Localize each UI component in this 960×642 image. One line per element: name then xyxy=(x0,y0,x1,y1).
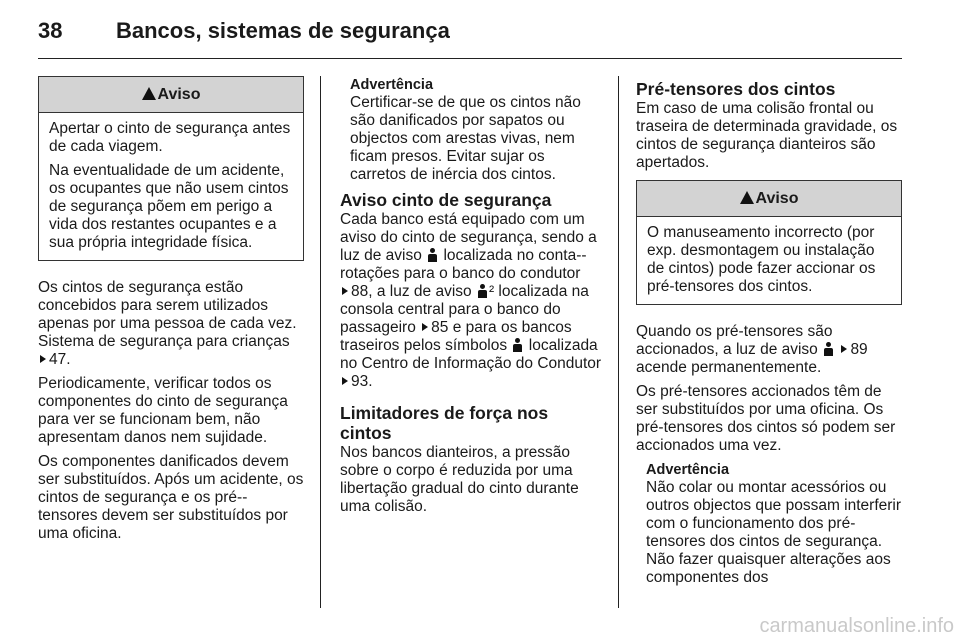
seatbelt-warning-icon xyxy=(477,284,488,298)
watermark: carmanualsonline.info xyxy=(759,615,954,637)
seatbelt-warning-icon xyxy=(512,338,523,352)
note-block xyxy=(340,76,604,184)
note-title: Advertência xyxy=(646,462,730,478)
column-3 xyxy=(636,76,902,593)
warning-triangle-icon xyxy=(142,87,156,100)
warning-text: O manuseamento incorrecto (por exp. desmontagem ou instalação de cintos) pode fazer accionar os pré-tensores dos cintos. xyxy=(647,224,876,295)
page-ref-arrow-icon xyxy=(342,287,348,295)
warning-box xyxy=(38,76,304,261)
body-paragraph: Cada banco está equipado com um aviso do cinto de segurança, sendo a luz de aviso localizada no conta--rotações para o banco do condutor 88, a luz de aviso ² localizada na consola central para o banco do passageiro 85 e para os bancos traseiros pelos símbolos localizada no Centro de Informação do Condutor 93. xyxy=(340,211,602,390)
note-block xyxy=(636,461,902,587)
warning-text: Apertar o cinto de segurança antes de cada viagem. xyxy=(49,120,291,155)
warning-title: Aviso xyxy=(755,190,799,207)
note-text: Certificar-se de que os cintos não são danificados por sapatos ou objectos com arestas vivas, nem ficam presos. Evitar sujar os carretos de inércia dos cintos. xyxy=(350,94,581,183)
warning-box xyxy=(636,180,902,305)
section-heading: Limitadores de força nos cintos xyxy=(340,403,549,443)
page-ref-arrow-icon xyxy=(40,355,46,363)
warning-title: Aviso xyxy=(157,86,201,103)
warning-header xyxy=(39,77,303,113)
column-1 xyxy=(38,76,304,549)
page-ref-arrow-icon xyxy=(841,345,847,353)
body-paragraph: Os componentes danificados devem ser substituídos. Após um acidente, os cintos de segurança e os pré--tensores devem ser substituídos por uma oficina. xyxy=(38,453,304,542)
header-rule xyxy=(38,58,902,59)
column-divider xyxy=(320,76,321,608)
note-title: Advertência xyxy=(350,77,434,93)
section-heading: Pré-tensores dos cintos xyxy=(636,79,836,99)
body-paragraph: Quando os pré-tensores são accionados, a luz de aviso 89 acende permanentemente. xyxy=(636,323,868,376)
body-paragraph: Em caso de uma colisão frontal ou traseira de determinada gravidade, os cintos de segurança dianteiros são apertados. xyxy=(636,100,898,171)
page-ref-arrow-icon xyxy=(422,323,428,331)
section-heading: Aviso cinto de segurança xyxy=(340,190,552,210)
body-paragraph: Periodicamente, verificar todos os componentes do cinto de segurança para ver se funcionam bem, não apresentam danos nem sujidade. xyxy=(38,375,288,446)
note-text: Não colar ou montar acessórios ou outros objectos que possam interferir com o funcionamento dos pré-tensores dos cintos de segurança. Não fazer quaisquer alterações aos componentes dos xyxy=(646,479,902,586)
page-header xyxy=(38,18,450,44)
body-paragraph: Os cintos de segurança estão concebidos para serem utilizados apenas por uma pessoa de cada vez. Sistema de segurança para crianças 47. xyxy=(38,279,297,368)
page-title: Bancos, sistemas de segurança xyxy=(116,18,450,43)
pretensioner-warning-icon xyxy=(823,342,834,356)
body-paragraph: Os pré-tensores accionados têm de ser substituídos por uma oficina. Os pré-tensores dos cintos só podem ser accionados uma vez. xyxy=(636,383,896,454)
page-ref-arrow-icon xyxy=(342,377,348,385)
seatbelt-warning-icon xyxy=(427,248,438,262)
body-paragraph: Nos bancos dianteiros, a pressão sobre o corpo é reduzida por uma libertação gradual do cinto durante uma colisão. xyxy=(340,444,579,515)
page-number: 38 xyxy=(38,18,63,43)
warning-text: Na eventualidade de um acidente, os ocupantes que não usem cintos de segurança põem em perigo a vida dos restantes ocupantes e a sua própria integridade física. xyxy=(49,162,289,251)
column-divider xyxy=(618,76,619,608)
page-ref-link[interactable]: 47. xyxy=(49,351,71,368)
warning-header xyxy=(637,181,901,217)
column-2 xyxy=(340,76,604,522)
warning-triangle-icon xyxy=(740,191,754,204)
